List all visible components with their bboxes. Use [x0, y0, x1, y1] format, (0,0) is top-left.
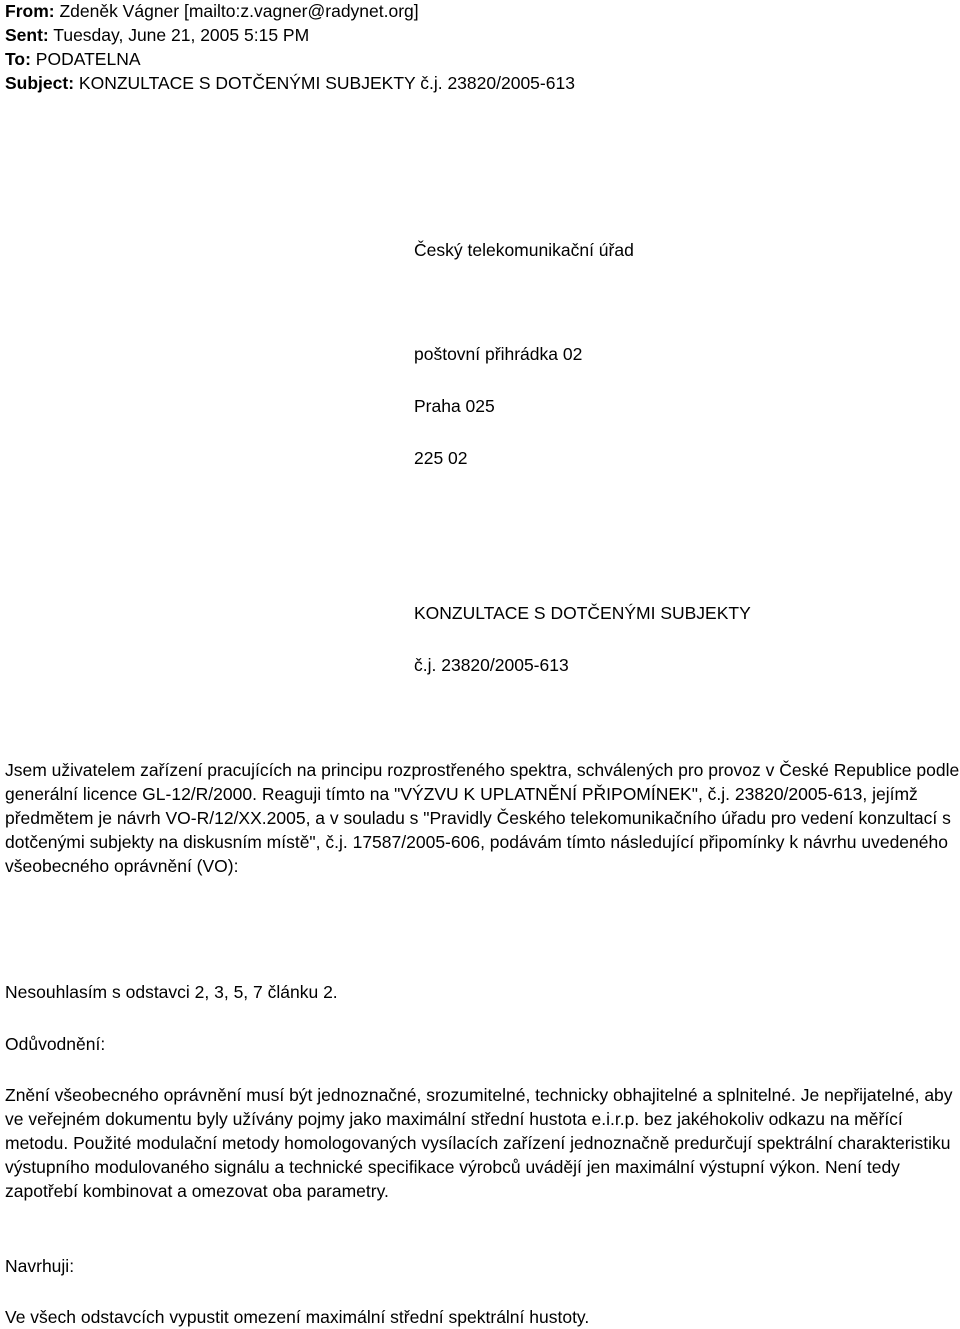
to-label: To: [5, 49, 31, 69]
addressee-subject: KONZULTACE S DOTČENÝMI SUBJEKTY [414, 603, 751, 623]
addressee-office: Český telekomunikační úřad [414, 240, 634, 260]
proposal-text: Ve všech odstavcích vypustit omezení maximální střední spektrální hustoty. [5, 1307, 590, 1327]
justification-heading: Odůvodnění: [5, 1034, 106, 1054]
subject-label: Subject: [5, 73, 75, 93]
justification-paragraph: Znění všeobecného oprávnění musí být jednoznačné, srozumitelné, technicky obhajitelné a splnitelné. Je nepřijatelné, aby ve veřejném dokumentu byly užívány pojmy jako maximální střední hustota e.i.r.p. bez jakéhokoliv odkazu na měřící metodu. Použité modulační metody homologovaných vysílacích zařízení jednoznačně predurčují spektrální charakteristiku výstupního modulovaného signálu a technické specifikace výrobců uvádějí jen maximální výstupní výkon. Není tedy zapotřebí kombinovat a omezovat oba parametry. [5, 1085, 953, 1201]
addressee-reference: č.j. 23820/2005-613 [414, 655, 569, 675]
from-label: From: [5, 1, 55, 21]
to-value: PODATELNA [35, 49, 141, 69]
sent-value: Tuesday, June 21, 2005 5:15 PM [53, 25, 310, 45]
disagreement-statement: Nesouhlasím s odstavci 2, 3, 5, 7 článku 2. [5, 982, 338, 1002]
subject-value: KONZULTACE S DOTČENÝMI SUBJEKTY č.j. 23820/2005-613 [78, 73, 575, 93]
header-subject [5, 72, 575, 94]
addressee-po-box: poštovní přihrádka 02 [414, 344, 583, 364]
header-sent [5, 24, 309, 46]
intro-paragraph: Jsem uživatelem zařízení pracujících na principu rozprostřeného spektra, schválených pro provoz v České Republice podle generální licence GL-12/R/2000. Reaguji tímto na "VÝZVU K UPLATNĚNÍ PŘIPOMÍNEK", č.j. 23820/2005-613, jejímž předmětem je návrh VO-R/12/XX.2005, a v souladu s "Pravidly Českého telekomunikačního úřadu pro vedení konzultací s dotčenými subjekty na diskusním místě", č.j. 17587/2005-606, podávám tímto následující připomínky k návrhu uvedeného všeobecného oprávnění (VO): [5, 760, 960, 876]
header-from [5, 0, 419, 22]
from-value: Zdeněk Vágner [mailto:z.vagner@radynet.org] [59, 1, 419, 21]
addressee-city: Praha 025 [414, 396, 495, 416]
sent-label: Sent: [5, 25, 49, 45]
proposal-heading: Navrhuji: [5, 1256, 75, 1276]
header-to [5, 48, 141, 70]
addressee-postal-code: 225 02 [414, 448, 468, 468]
